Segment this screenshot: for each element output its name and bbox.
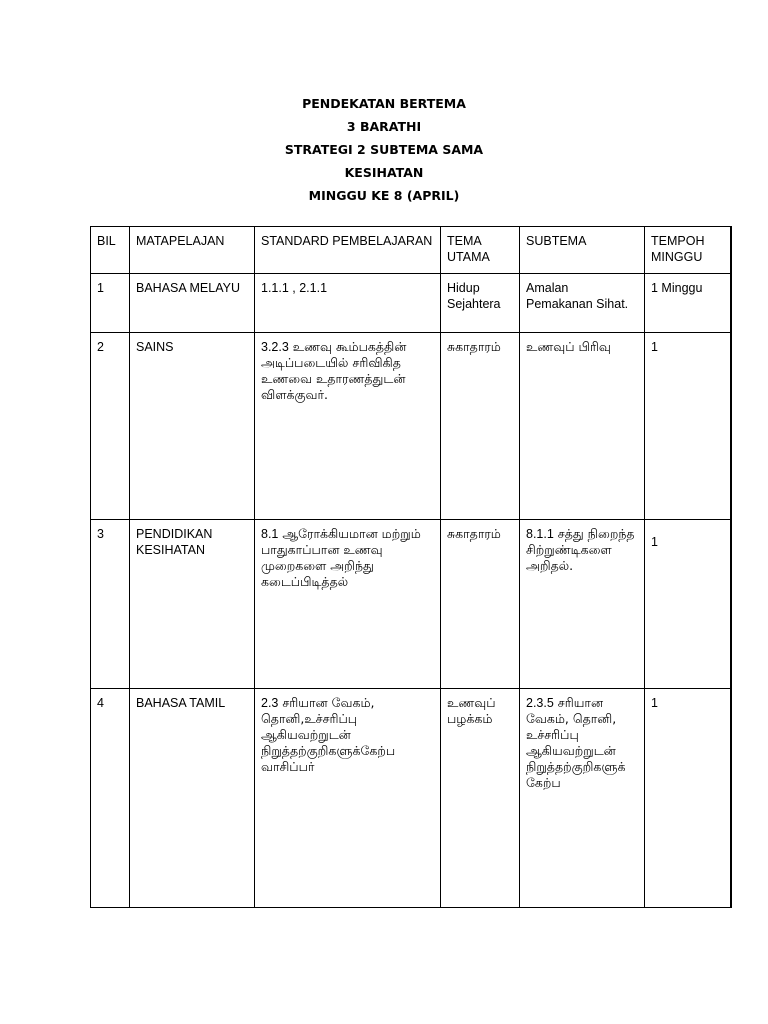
standard-text: ஆரோக்கியமான மற்றும் பாதுகாப்பான உணவு முறைகளை அறிந்து கடைப்பிடித்தல் (261, 526, 421, 589)
cell-tema: Hidup Sejahtera (441, 274, 520, 333)
cell-matapelajan: BAHASA TAMIL (130, 689, 255, 908)
cell-subtema (520, 520, 645, 689)
header-tema: TEMA UTAMA (441, 227, 520, 274)
heading-line-5: MINGGU KE 8 (APRIL) (308, 188, 460, 203)
header-matapelajan: MATAPELAJAN (130, 227, 255, 274)
cell-standard (255, 333, 441, 520)
cell-bil: 4 (91, 689, 130, 908)
cell-tema: சுகாதாரம் (441, 333, 520, 520)
cell-matapelajan: SAINS (130, 333, 255, 520)
table-row (91, 689, 731, 908)
heading-line-3: STRATEGI 2 SUBTEMA SAMA (284, 142, 484, 157)
subtema-text: Amalan Pemakanan Sihat. (526, 281, 629, 311)
subtema-text: உணவுப் பிரிவு (526, 339, 611, 354)
header-subtema: SUBTEMA (520, 227, 645, 274)
table-header-row (91, 227, 731, 274)
standard-code: 1.1.1 , 2.1.1 (261, 281, 328, 295)
cell-subtema (520, 333, 645, 520)
cell-bil: 1 (91, 274, 130, 333)
cell-standard (255, 274, 441, 333)
header-bil: BIL (91, 227, 130, 274)
cell-tempoh: 1 (645, 333, 731, 520)
cell-standard (255, 520, 441, 689)
cell-tempoh: 1 (645, 689, 731, 908)
cell-bil: 2 (91, 333, 130, 520)
standard-code: 2.3 (261, 696, 279, 710)
subtema-code: 2.3.5 (526, 696, 554, 710)
subtema-text: சரியான வேகம், தொனி, உச்சரிப்பு ஆகியவற்றுடன் நிறுத்தற்குறிகளுக்கேற்ப (526, 695, 626, 790)
cell-bil: 3 (91, 520, 130, 689)
lesson-table (90, 226, 732, 908)
cell-tempoh: 1 (645, 520, 731, 689)
table-row (91, 274, 731, 333)
table-row (91, 520, 731, 689)
header-tempoh: TEMPOH MINGGU (645, 227, 731, 274)
standard-code: 8.1 (261, 527, 279, 541)
table-row (91, 333, 731, 520)
header-standard: STANDARD PEMBELAJARAN (255, 227, 441, 274)
standard-code: 3.2.3 (261, 340, 289, 354)
cell-standard (255, 689, 441, 908)
heading-line-4: KESIHATAN (344, 165, 424, 180)
document-heading (0, 92, 768, 207)
subtema-code: 8.1.1 (526, 527, 554, 541)
subtema-text: சத்து நிறைந்த சிற்றுண்டிகளை அறிதல். (526, 526, 635, 573)
standard-text: உணவு கூம்பகத்தின் அடிப்படையில் சரிவிகித உணவை உதாரணத்துடன் விளக்குவர். (261, 339, 407, 402)
cell-tema: சுகாதாரம் (441, 520, 520, 689)
cell-subtema (520, 274, 645, 333)
cell-matapelajan: BAHASA MELAYU (130, 274, 255, 333)
cell-tempoh: 1 Minggu (645, 274, 731, 333)
cell-subtema (520, 689, 645, 908)
heading-line-2: 3 BARATHI (346, 119, 422, 134)
standard-text: சரியான வேகம், தொனி,உச்சரிப்பு ஆகியவற்றுடன் நிறுத்தற்குறிகளுக்கேற்ப வாசிப்பர் (261, 695, 396, 774)
heading-line-1: PENDEKATAN BERTEMA (302, 96, 466, 111)
cell-tema: உணவுப் பழக்கம் (441, 689, 520, 908)
cell-matapelajan: PENDIDIKAN KESIHATAN (130, 520, 255, 689)
